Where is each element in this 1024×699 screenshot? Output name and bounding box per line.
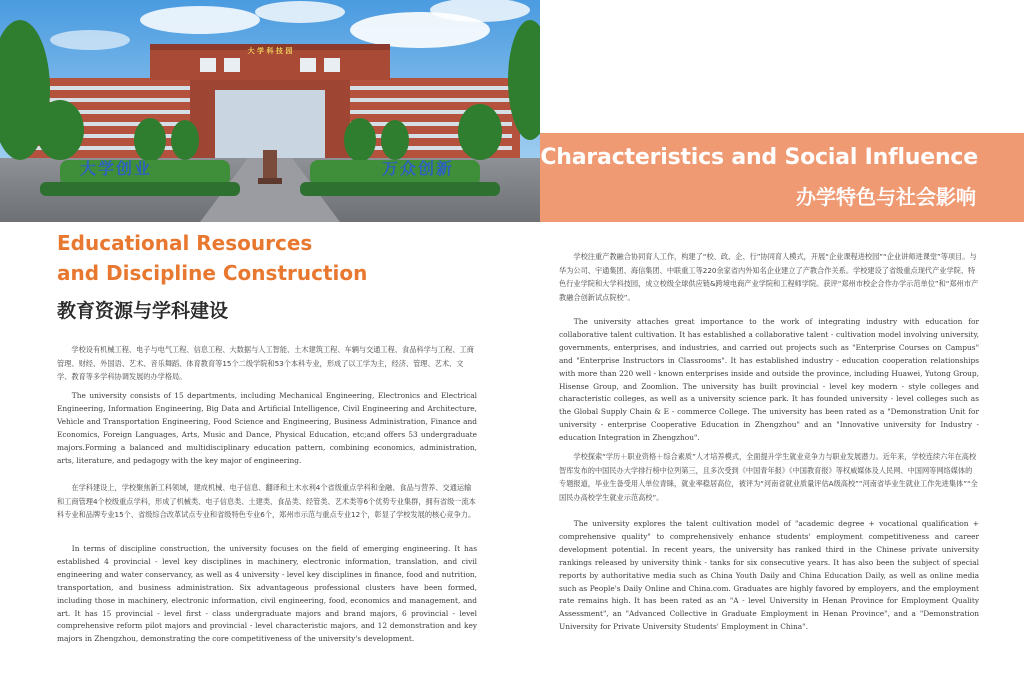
left-para2-zh: 在学科建设上，学校聚焦新工科领域，建成机械、电子信息、翻译和土木水利4个省级重点学科和金融、食品与营养、交通运输和工商管理4个校级重点学科，形成了机械类、电子信息类、土建类、食品类、经管类、艺术类等6个优势专业集群，拥有省级一流本科专业和品牌专业15个、省级综合改革试点专业和省级特色专业6个，郑州市示范与重点专业12个，彰显了学校发展的核心竞争力。 <box>57 483 476 519</box>
left-section-title-en <box>57 228 477 288</box>
right-para2-zh: 学校探索“学历＋职业资格＋综合素质”人才培养模式，全面提升学生就业竞争力与职业发展潜力。近年来，学校连续六年在高校智库发布的中国民办大学排行榜中位列第三，且多次受到《中国青年报》《中国教育报》等权威媒体及人民网、中国网等网络媒体的专题报道，毕业生备受用人单位青睐，就业率稳居高位，被评为“河南省就业质量评估A级高校”“河南省毕业生就业工作先进集体”“全国民办高校学生就业示范高校”。 <box>559 452 978 502</box>
campus-photo <box>0 0 540 222</box>
right-column-para1-en-block <box>559 316 979 445</box>
left-para2-en: In terms of discipline construction, the university focuses on the field of emerging engineering. It has established 4 provincial - level key disciplines in machinery, electronic information, translation, and civil engineering and water conservancy, as well as 4 university - level key disciplines in finance, food and nutrition, transportation, and business administration. Six advantageous professional clusters have been formed, including those in machinery, electronic information, civil engineering, food, economics and management, and art. It has 15 provincial - level first - class undergraduate majors and brand majors, 6 provincial - level comprehensive reform pilot majors and provincial - level characteristic majors, and 12 demonstration and key majors in Zhengzhou, demonstrating the core competitiveness of the university's development. <box>57 544 477 644</box>
banner-title-en: Characteristics and Social Influence <box>540 145 978 170</box>
left-column-para2-en-block <box>57 543 477 646</box>
right-column-para2-en-block <box>559 518 979 634</box>
right-column-para2-zh-block <box>559 450 979 504</box>
section-banner <box>540 133 1024 222</box>
left-column-para1-en-block <box>57 390 477 467</box>
right-column-para1-zh-block <box>559 250 979 304</box>
left-column-para1-zh-block <box>57 343 477 384</box>
slogan-right: 万众创新 <box>382 159 455 178</box>
slogan-left: 大学创业 <box>80 159 153 178</box>
left-title-line2: and Discipline Construction <box>57 261 368 285</box>
right-para1-en: The university attaches great importance to the work of integrating industry with education for collaborative talent cultivation. It has established a collaborative talent - cultivation model involving university, governments, enterprises, and industries, and carried out projects such as "Enterprise Courses on Campus" and "Enterprise Instructors in Classrooms". It has established industry - education cooperation relationships with more than 220 well - known enterprises inside and outside the province, including Huawei, Yutong Group, Hisense Group, and Zoomlion. The university has built provincial - level key modern - style colleges and characteristic colleges, as well as a university science park. It has founded university - level colleges such as the Global Supply Chain & E - commerce College. The university has been rated as a "Demonstration Unit for university - enterprise Cooperative Education in Zhengzhou" and an "Innovative university for Industry - education Integration in Zhengzhou". <box>559 317 979 443</box>
right-para1-zh: 学校注重产教融合协同育人工作，构建了“校、政、企、行”协同育人模式，开展“企业课程进校园”“企业讲师进课堂”等项目。与华为公司、宇通集团、海信集团、中联重工等220余家省内外知名企业建立了产教合作关系。学校建设了省级重点现代产业学院、特色行业学院和大学科技园，成立校级全球供应链&跨境电商产业学院和工程师学院。获评“郑州市校企合作办学示范单位”和“郑州市产教融合创新试点院校”。 <box>559 252 979 302</box>
banner-title-zh: 办学特色与社会影响 <box>796 185 976 209</box>
left-para1-en: The university consists of 15 departments, including Mechanical Engineering, Electronics and Electrical Engineering, Information Engineering, Big Data and Artificial Intelligence, Civil Engineering and Architecture, Vehicle and Transportation Engineering, Food Science and Engineering, Business Administration, Finance and Economics, Foreign Languages, Arts, Music and Dance, Physical Education, etc;and offers 53 undergraduate majors.Forming a balanced and multidisciplinary education pattern, combining economics, administration, arts, literature, and pedagogy with the key major of engineering. <box>57 391 477 465</box>
campus-building-image <box>0 0 540 222</box>
building-sign: 大 学 科 技 园 <box>247 47 293 55</box>
left-section-title-zh: 教育资源与学科建设 <box>57 300 229 322</box>
left-para1-zh: 学校设有机械工程、电子与电气工程、信息工程、大数据与人工智能、土木建筑工程、车辆与交通工程、食品科学与工程、工商管理、财经、外国语、艺术、音乐舞蹈、体育教育等15个二级学院和53个本科专业，形成了以工学为主，经济、管理、艺术、文学、教育等多学科协调发展的办学格局。 <box>57 345 474 381</box>
left-column-para2-zh-block <box>57 481 477 522</box>
left-title-line1: Educational Resources <box>57 231 313 255</box>
right-para2-en: The university explores the talent cultivation model of "academic degree + vocational qualification + comprehensive quality" to comprehensively enhance students' employment competitiveness and career development potential. In recent years, the university has ranked third in the Chinese private university rankings released by university think - tanks for six consecutive years. It has also been the subject of special reports by authoritative media such as China Youth Daily and China Education Daily, as well as online media such as People's Daily Online and China.com. Graduates are highly favored by employers, and the employment rate remains high. It has been rated as an "A - level University in Henan Province for Employment Quality Assessment", an "Advanced Collective in Graduate Employment in Henan Province", and a "Demonstration University for Private University Students' Employment in China". <box>559 519 979 632</box>
